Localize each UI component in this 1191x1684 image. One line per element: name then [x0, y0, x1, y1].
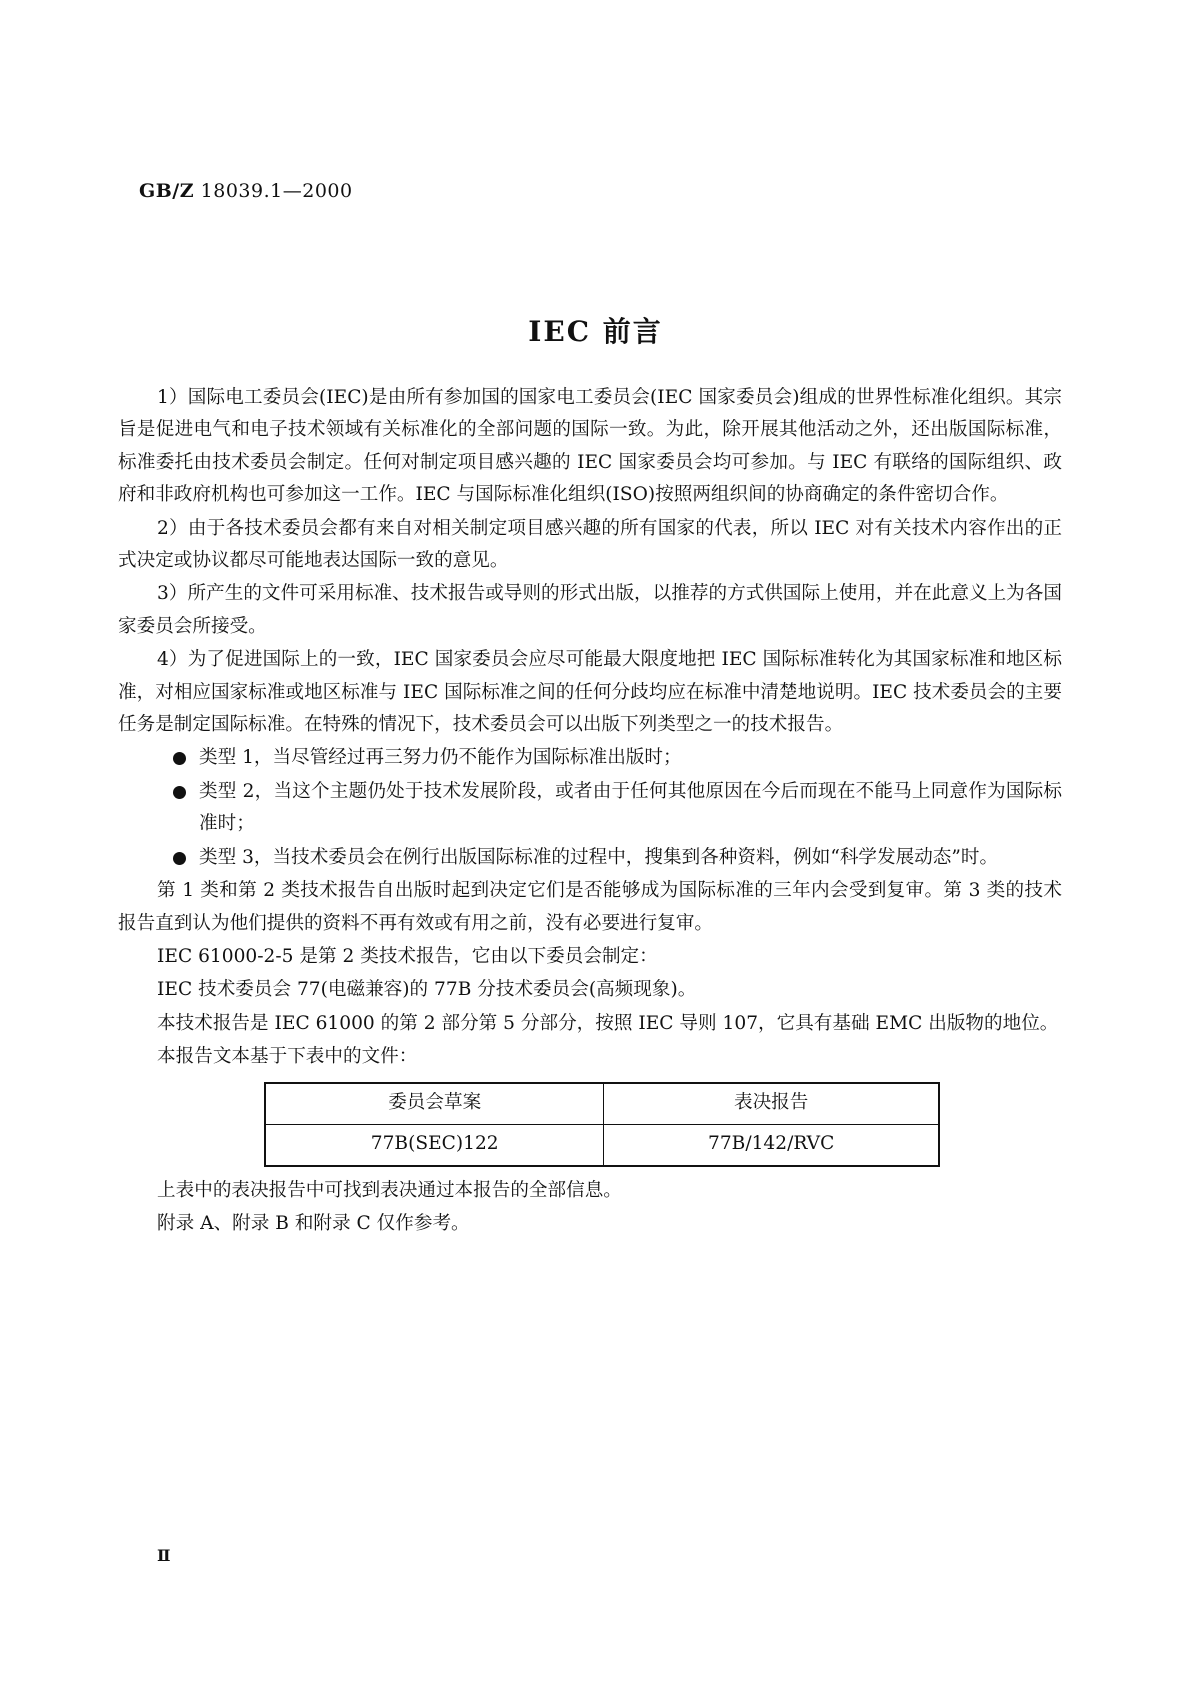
table-header-cell: 表决报告	[604, 1083, 939, 1125]
paragraph-8: 本技术报告是 IEC 61000 的第 2 部分第 5 分部分，按照 IEC 导则 107，它具有基础 EMC 出版物的地位。	[157, 1012, 1059, 1034]
paragraph-3: 3）所产生的文件可采用标准、技术报告或导则的形式出版，以推荐的方式供国际上使用，并在此意义上为各国家委员会所接受。	[118, 583, 1062, 637]
paragraph-7: IEC 技术委员会 77(电磁兼容)的 77B 分技术委员会(高频现象)。	[157, 979, 697, 1001]
paragraph-9: 本报告文本基于下表中的文件：	[157, 1046, 418, 1068]
bullet-dot-icon	[173, 852, 186, 865]
paragraph-1: 1）国际电工委员会(IEC)是由所有参加国的国家电工委员会(IEC 国家委员会)组成的世界性标准化组织。其宗旨是促进电气和电子技术领域有关标准化的全部问题的国际一致。为此，除开展其他活动之外，还出版国际标准，标准委托由技术委员会制定。任何对制定项目感兴趣的 IEC 国家委员会均可参加。与 IEC 有联络的国际组织、政府和非政府机构也可参加这一工作。IEC 与国际标准化组织(ISO)按照两组织间的协商确定的条件密切合作。	[118, 387, 1062, 506]
table-row	[265, 1124, 939, 1166]
standard-number: 18039.1—2000	[200, 180, 353, 202]
table-cell: 77B(SEC)122	[265, 1124, 604, 1166]
paragraph-4: 4）为了促进国际上的一致，IEC 国家委员会应尽可能最大限度地把 IEC 国际标准转化为其国家标准和地区标准，对相应国家标准或地区标准与 IEC 国际标准之间的任何分歧均应在标准中清楚地说明。IEC 技术委员会的主要任务是制定国际标准。在特殊的情况下，技术委员会可以出版下列类型之一的技术报告。	[118, 649, 1062, 736]
table-header-row	[265, 1083, 939, 1125]
paragraph-5: 第 1 类和第 2 类技术报告自出版时起到决定它们是否能够成为国际标准的三年内会受到复审。第 3 类的技术报告直到认为他们提供的资料不再有效或有用之前，没有必要进行复审。	[118, 880, 1062, 934]
standard-prefix: GB/Z	[139, 180, 195, 202]
paragraph-11: 附录 A、附录 B 和附录 C 仅作参考。	[157, 1212, 470, 1234]
table-cell: 77B/142/RVC	[604, 1124, 939, 1166]
bullet-dot-icon	[173, 786, 186, 799]
paragraph-2: 2）由于各技术委员会都有来自对相关制定项目感兴趣的所有国家的代表，所以 IEC 对有关技术内容作出的正式决定或协议都尽可能地表达国际一致的意见。	[118, 517, 1062, 572]
page-title: IEC 前言	[528, 315, 663, 348]
list-item: 类型 2，当这个主题仍处于技术发展阶段，或者由于任何其他原因在今后而现在不能马上同意作为国际标准时；	[165, 776, 1062, 841]
document-body	[118, 382, 1062, 1241]
list-item: 类型 3，当技术委员会在例行出版国际标准的过程中，搜集到各种资料，例如“科学发展动态”时。	[165, 842, 1062, 874]
paragraph-10: 上表中的表决报告中可找到表决通过本报告的全部信息。	[157, 1179, 622, 1201]
document-header	[139, 180, 353, 202]
bullet-dot-icon	[173, 752, 186, 765]
document-table	[264, 1082, 940, 1167]
page-number: Ⅱ	[157, 1546, 171, 1565]
paragraph-6: IEC 61000-2-5 是第 2 类技术报告，它由以下委员会制定：	[157, 945, 658, 967]
table-header-cell: 委员会草案	[265, 1083, 604, 1125]
list-item: 类型 1，当尽管经过再三努力仍不能作为国际标准出版时；	[165, 742, 1062, 774]
report-type-list	[118, 742, 1062, 874]
